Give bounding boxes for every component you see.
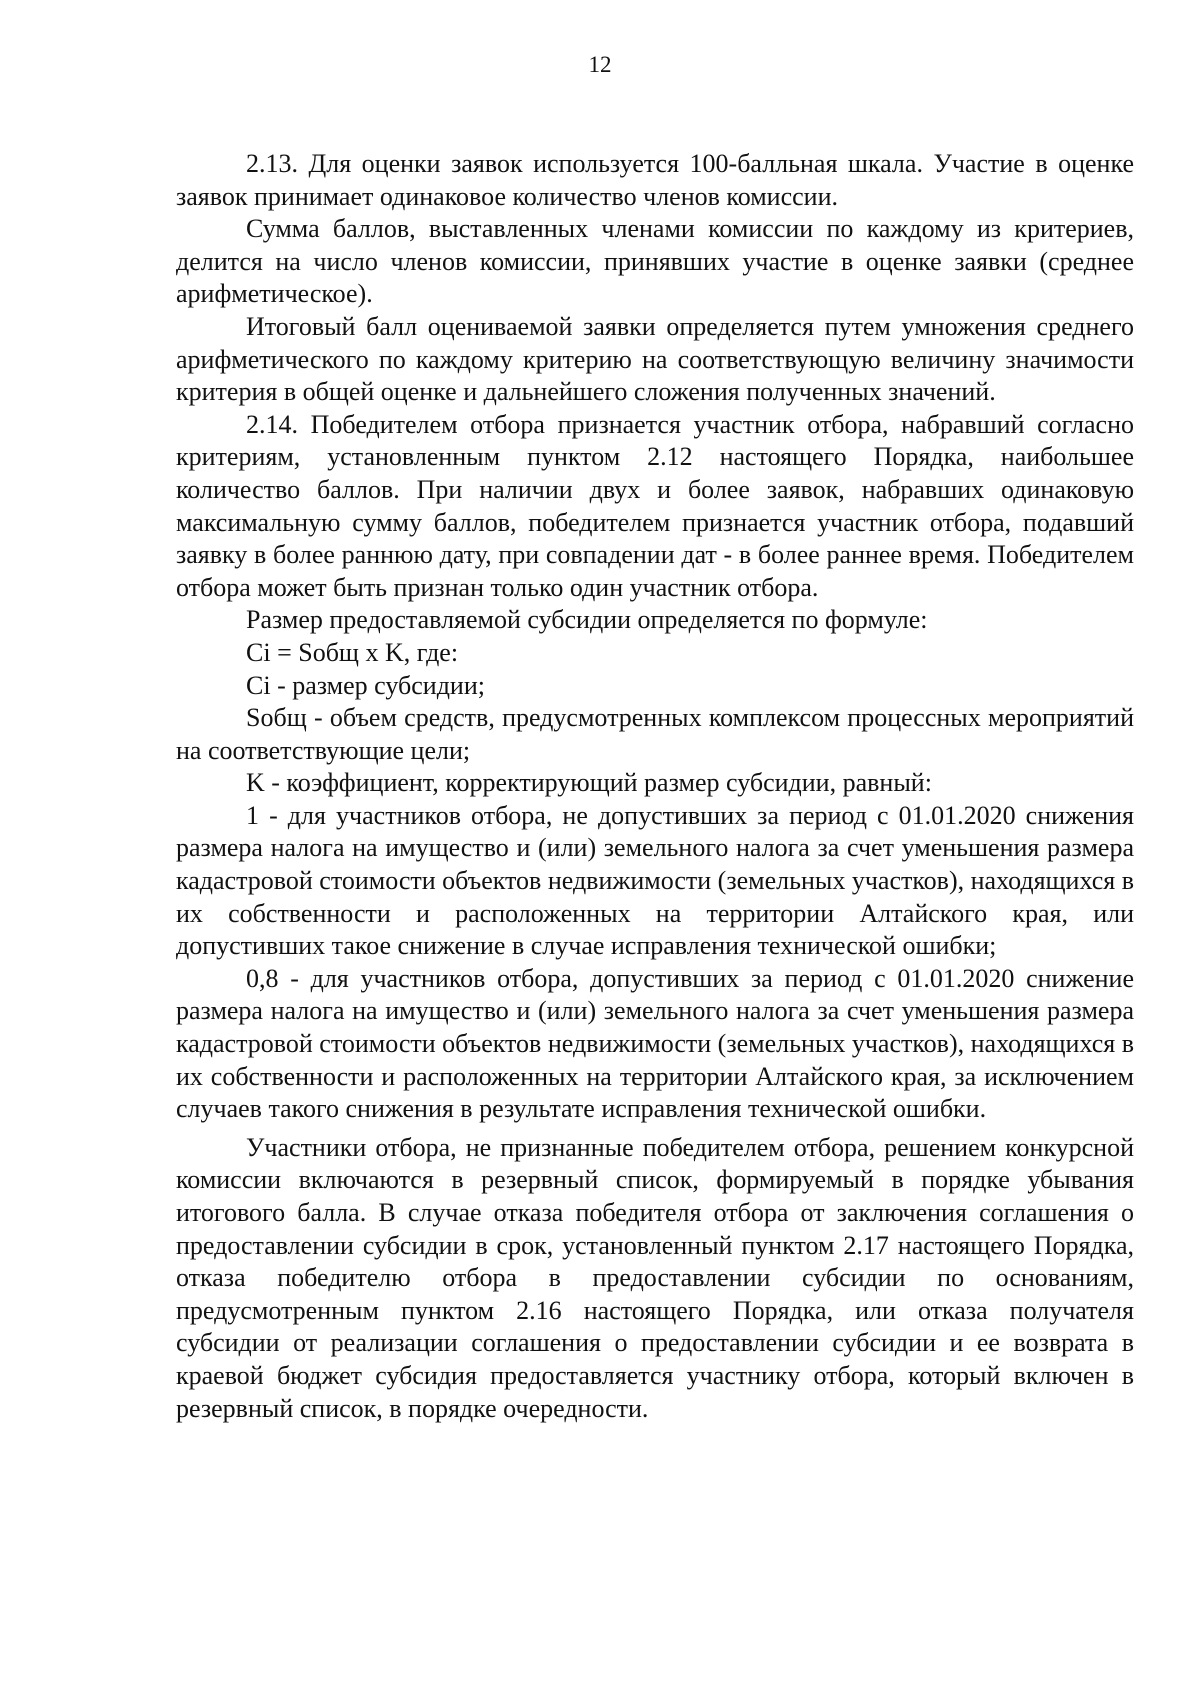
paragraph-final-score: Итоговый балл оцениваемой заявки определяется путем умножения среднего арифметического по каждому критерию на соответствующую величину значимости критерия в общей оценке и дальнейшего сложения полученных значений. [176,311,1134,407]
paragraph-formula-k: K - коэффициент, корректирующий размер субсидии, равный: [246,768,932,798]
document-body [176,148,1134,1425]
paragraph-coefficient-1: 1 - для участников отбора, не допустивших за период с 01.01.2020 снижения размера налога на имущество и (или) земельного налога за счет уменьшения размера кадастровой стоимости объектов недвижимости (земельных участков), находящихся в их собственности и расположенных на территории Алтайского края, или допустивших такое снижение в случае исправления технической ошибки; [176,800,1134,961]
page-number: 12 [588,52,612,77]
paragraph-formula-sobsh: Sобщ - объем средств, предусмотренных комплексом процессных мероприятий на соответствующие цели; [176,703,1134,765]
paragraph-subsidy-formula-intro: Размер предоставляемой субсидии определяется по формуле: [246,605,928,635]
paragraph-formula-ci: Ci - размер субсидии; [246,670,485,700]
paragraph-sum-of-points: Сумма баллов, выставленных членами комиссии по каждому из критериев, делится на число членов комиссии, принявших участие в оценке заявки (среднее арифметическое). [176,214,1134,309]
paragraph-coefficient-0-8: 0,8 - для участников отбора, допустивших за период с 01.01.2020 снижение размера налога на имущество и (или) земельного налога за счет уменьшения размера кадастровой стоимости объектов недвижимости (земельных участков), находящихся в их собственности и расположенных на территории Алтайского края, за исключением случаев такого снижения в результате исправления технической ошибки. [176,963,1134,1124]
paragraph-reserve-list: Участники отбора, не признанные победителем отбора, решением конкурсной комиссии включаются в резервный список, формируемый в порядке убывания итогового балла. В случае отказа победителя отбора от заключения соглашения о предоставлении субсидии в срок, установленный пунктом 2.17 настоящего Порядка, отказа победителю отбора в предоставлении субсидии по основаниям, предусмотренным пунктом 2.16 настоящего Порядка, или отказа получателя субсидии от реализации соглашения о предоставлении субсидии и ее возврата в краевой бюджет субсидия предоставляется участнику отбора, который включен в резервный список, в порядке очередности. [176,1132,1134,1423]
paragraph-2-13-scale: 2.13. Для оценки заявок используется 100-балльная шкала. Участие в оценке заявок принимает одинаковое количество членов комиссии. [176,149,1134,211]
paragraph-formula: Ci = Sобщ x K, где: [246,637,459,667]
paragraph-2-14-winner: 2.14. Победителем отбора признается участник отбора, набравший согласно критериям, установленным пунктом 2.12 настоящего Порядка, наибольшее количество баллов. При наличии двух и более заявок, набравших одинаковую максимальную сумму баллов, победителем признается участник отбора, подавший заявку в более раннюю дату, при совпадении дат - в более раннее время. Победителем отбора может быть признан только один участник отбора. [176,409,1134,602]
